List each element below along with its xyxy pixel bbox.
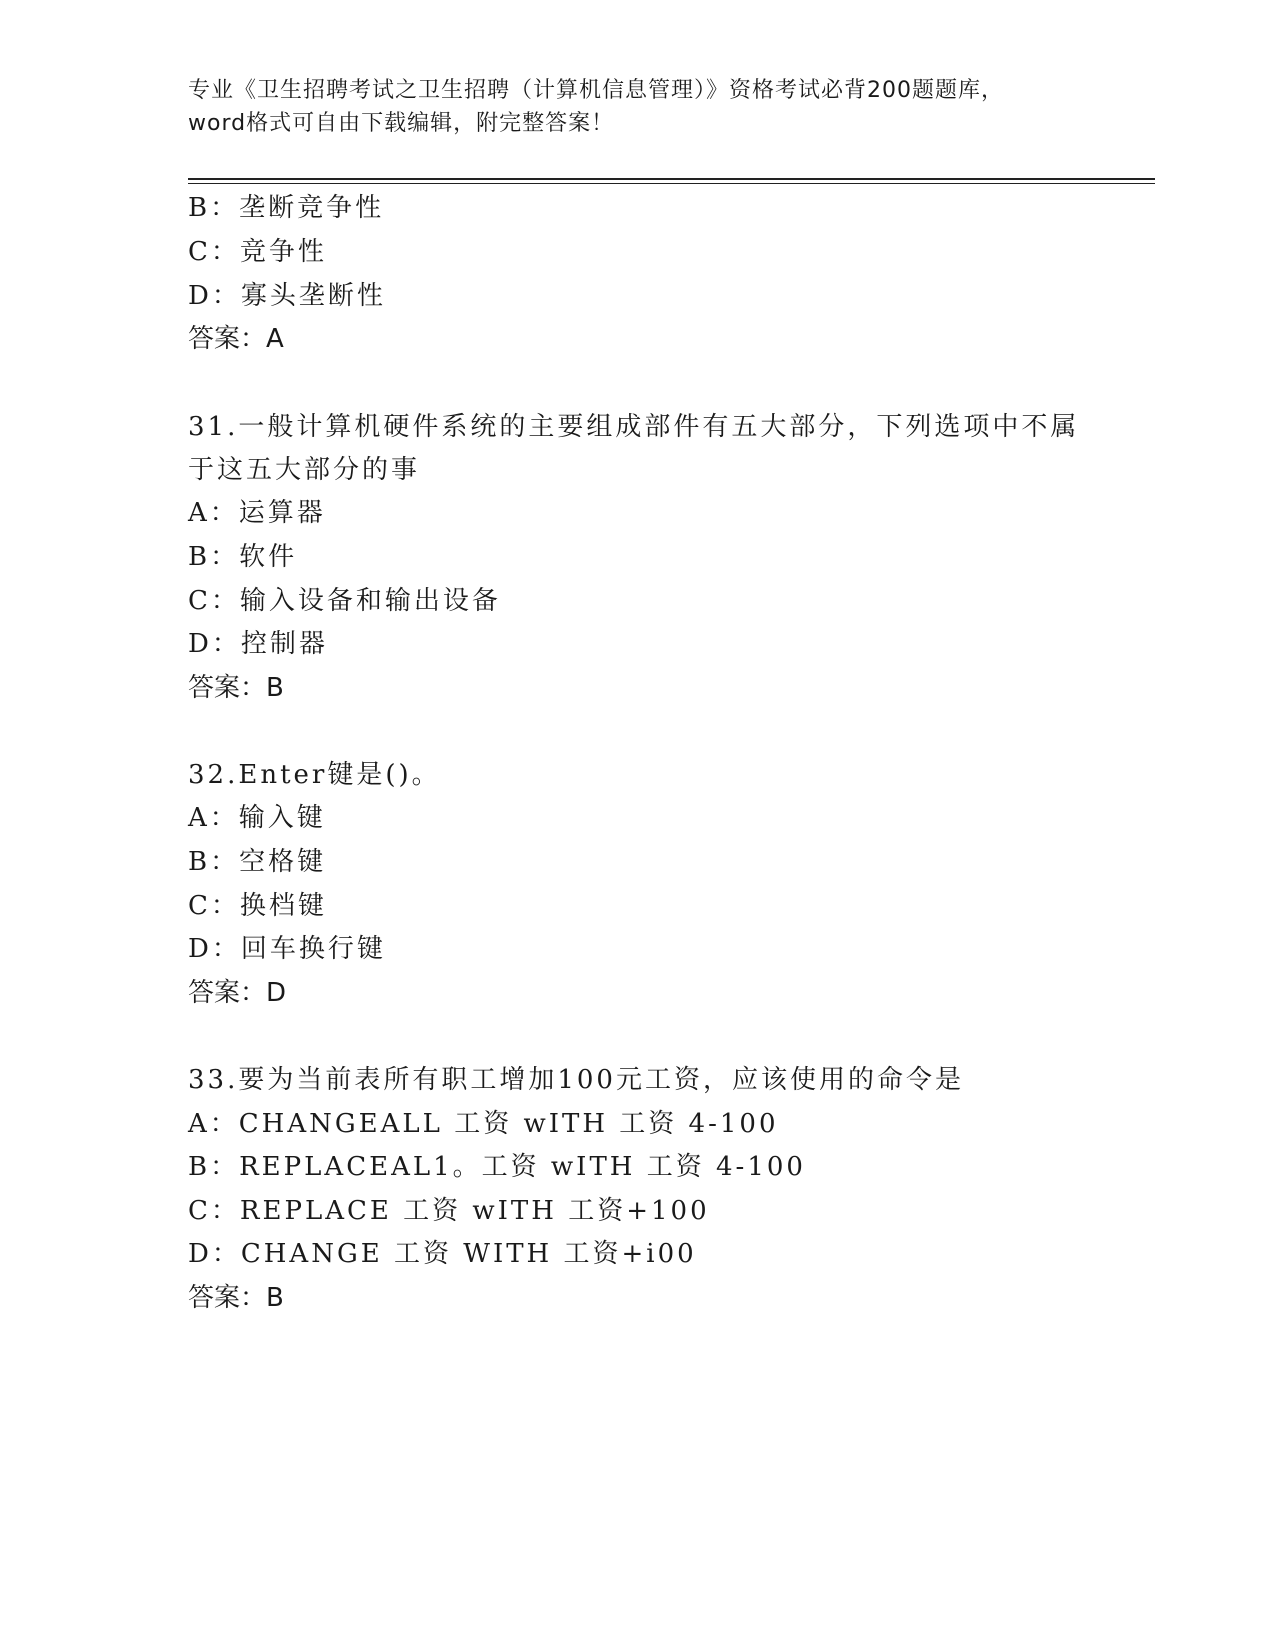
document-header xyxy=(188,74,1088,140)
q33-answer-value: B xyxy=(266,1283,286,1313)
q31-answer-label: 答案： xyxy=(188,673,267,703)
q32-option-d: D：回车换行键 xyxy=(188,934,386,964)
q31-option-d: D：控制器 xyxy=(188,629,328,659)
q30-answer xyxy=(188,318,286,355)
q31-answer-value: B xyxy=(266,673,286,703)
q32-option-c: C：换档键 xyxy=(188,891,327,921)
q33-answer-label: 答案： xyxy=(188,1283,267,1313)
q32-answer-value: D xyxy=(266,978,289,1008)
q31-option-a: A：运算器 xyxy=(188,498,326,528)
q31-option-c: C：输入设备和输出设备 xyxy=(188,586,501,616)
q31-stem-line-2: 于这五大部分的事 xyxy=(188,455,421,485)
q32-stem: 32.Enter键是()。 xyxy=(188,760,441,790)
header-title-line-1: 专业《卫生招聘考试之卫生招聘（计算机信息管理）》资格考试必背200题题库， xyxy=(188,78,1004,103)
q32-answer-label: 答案： xyxy=(188,978,267,1008)
header-divider-thin xyxy=(188,183,1155,184)
q31-stem-line-1: 31.一般计算机硬件系统的主要组成部件有五大部分，下列选项中不属 xyxy=(188,412,1080,442)
q31-option-b: B：软件 xyxy=(188,542,298,572)
q33-option-d: D：CHANGE 工资 WITH 工资+i00 xyxy=(188,1239,697,1269)
q32-option-a: A：输入键 xyxy=(188,803,326,833)
q30-option-b: B：垄断竞争性 xyxy=(188,193,385,223)
q30-option-d: D：寡头垄断性 xyxy=(188,281,386,311)
q33-option-b: B：REPLACEAL1。工资 wITH 工资 4-100 xyxy=(188,1152,806,1182)
q33-stem: 33.要为当前表所有职工增加100元工资，应该使用的命令是 xyxy=(188,1065,964,1095)
header-title-line-2: word格式可自由下载编辑，附完整答案！ xyxy=(188,111,615,136)
q32-answer xyxy=(188,972,288,1009)
q33-option-c: C：REPLACE 工资 wITH 工资+100 xyxy=(188,1196,710,1226)
q30-answer-value: A xyxy=(266,324,286,354)
q32-option-b: B：空格键 xyxy=(188,847,327,877)
q30-answer-label: 答案： xyxy=(188,324,267,354)
q33-option-a: A：CHANGEALL 工资 wITH 工资 4-100 xyxy=(188,1109,779,1139)
header-divider-thick xyxy=(188,178,1155,180)
q30-option-c: C：竞争性 xyxy=(188,237,327,267)
q33-answer xyxy=(188,1277,286,1314)
q31-answer xyxy=(188,667,286,704)
